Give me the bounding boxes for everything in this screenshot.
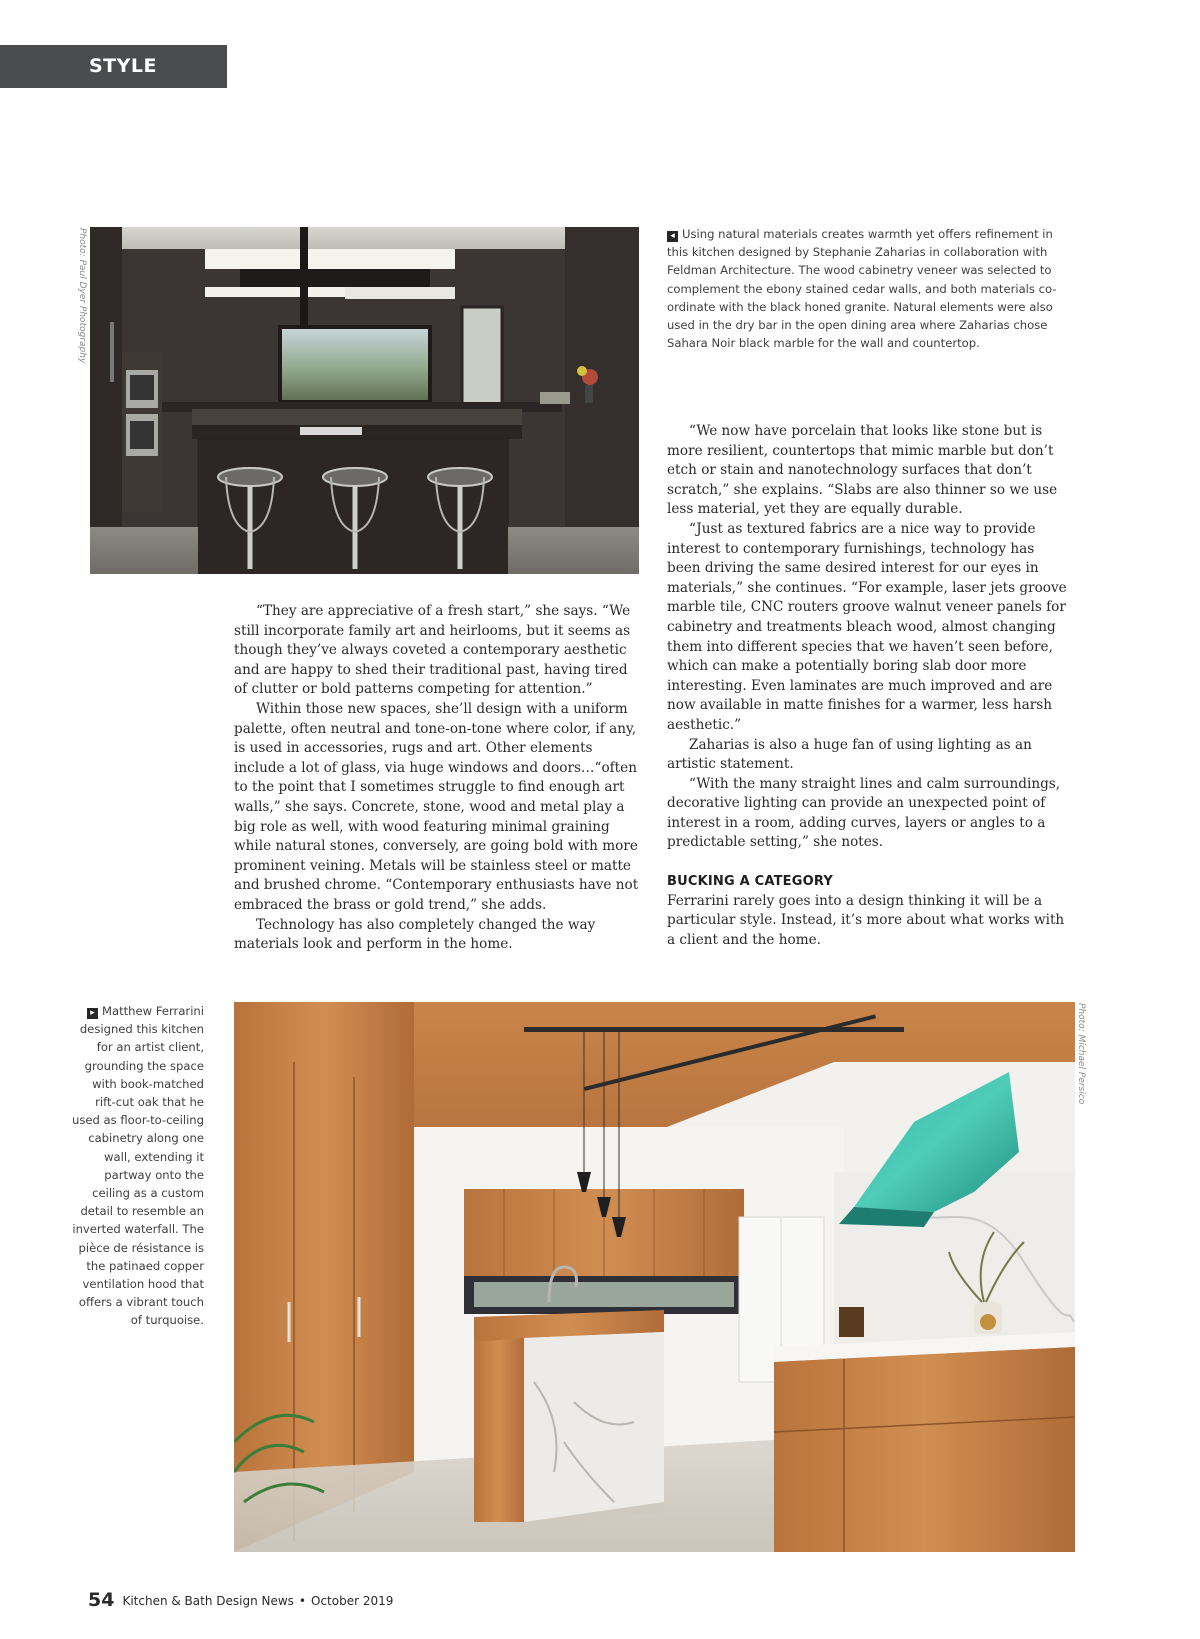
- page-footer: [88, 1589, 393, 1619]
- paragraph: “We now have porcelain that looks like stone but is more resilient, countertops that mimic marble but don’t etch or stain and nanotechnology surfaces that don’t scratch,” she explains. “Slabs are also thinner so we use less material, yet they are equally durable.: [667, 423, 1058, 518]
- photo2-caption-text: Matthew Ferrarini designed this kitchen for an artist client, grounding the space with book-matched rift-cut oak that he used as floor-to-ceiling cabinetry along one wall, extending it partway onto the ceiling as a custom detail to resemble an inverted waterfall. The pièce de résistance is the patinaed copper ventilation hood that offers a vibrant touch of turquoise.: [71, 1004, 204, 1328]
- kitchen-photo-dark: [90, 227, 639, 574]
- paragraph: “Just as textured fabrics are a nice way to provide interest to contemporary furnishings, technology has been driving the same desired interest for our eyes in materials,” she continues. “For example, laser jets groove marble tile, CNC routers groove walnut veneer panels for cabinetry and treatments bleach wood, almost changing them into different species that we haven’t seen before, which can make a potentially boring slab door more interesting. Even laminates are much improved and are now available in matte finishes for a warmer, less harsh aesthetic.”: [667, 520, 1067, 733]
- photo1-caption-text: Using natural materials creates warmth yet offers refinement in this kitchen designed by Stephanie Zaharias in collaboration with Feldman Architecture. The wood cabinetry veneer was selected to complement the ebony stained cedar walls, and both materials co-ordinate with the black honed granite. Natural elements were also used in the dry bar in the open dining area where Zaharias chose Sahara Noir black marble for the wall and countertop.: [667, 227, 1057, 351]
- issue-date: October 2019: [311, 1594, 394, 1608]
- section-tab: STYLE ALERT: [0, 45, 227, 88]
- photo1-credit: Photo: Paul Dyer Photography: [77, 228, 87, 364]
- article-right-column: [667, 422, 1072, 950]
- photo2-caption: [70, 1002, 204, 1330]
- paragraph: “They are appreciative of a fresh start,” she says. “We still incorporate family art and heirlooms, but it seems as though they’ve always coveted a contemporary aesthetic and are happy to shed their traditional past, having tired of clutter or bold patterns competing for attention.”: [234, 603, 631, 698]
- publication-name: Kitchen & Bath Design News: [122, 1594, 294, 1608]
- footer-separator: •: [298, 1594, 306, 1608]
- paragraph: “With the many straight lines and calm surroundings, decorative lighting can provide an unexpected point of interest in a room, adding curves, layers or angles to a predictable setting,” she notes.: [667, 775, 1061, 851]
- arrow-right-icon: ▸: [87, 1008, 98, 1019]
- paragraph: Ferrarini rarely goes into a design thinking it will be a particular style. Instead, it’s more about what works with a client and the home.: [667, 892, 1065, 948]
- photo1-caption: [667, 225, 1065, 352]
- kitchen-photo-bright: [234, 1002, 1075, 1552]
- article-left-column: [234, 602, 640, 955]
- subhead: BUCKING A CATEGORY: [667, 874, 833, 890]
- photo2-credit: Photo: Michael Persico: [1076, 1003, 1086, 1105]
- paragraph: Zaharias is also a huge fan of using lighting as an artistic statement.: [667, 736, 1032, 773]
- page-number: 54: [88, 1589, 115, 1611]
- paragraph: Within those new spaces, she’ll design with a uniform palette, often neutral and tone-on-tone where color, if any, is used in accessories, rugs and art. Other elements include a lot of glass, via huge windows and doors…“often to the point that I sometimes struggle to find enough art walls,” she says. Concrete, stone, wood and metal play a big role as well, with wood featuring minimal graining while natural stones, conversely, are going bold with more prominent veining. Metals will be stainless steel or matte and brushed chrome. “Contemporary enthusiasts have not embraced the brass or gold trend,” she adds.: [234, 700, 639, 913]
- paragraph: Technology has also completely changed the way materials look and perform in the home.: [234, 916, 596, 953]
- arrow-left-icon: ◂: [667, 231, 678, 242]
